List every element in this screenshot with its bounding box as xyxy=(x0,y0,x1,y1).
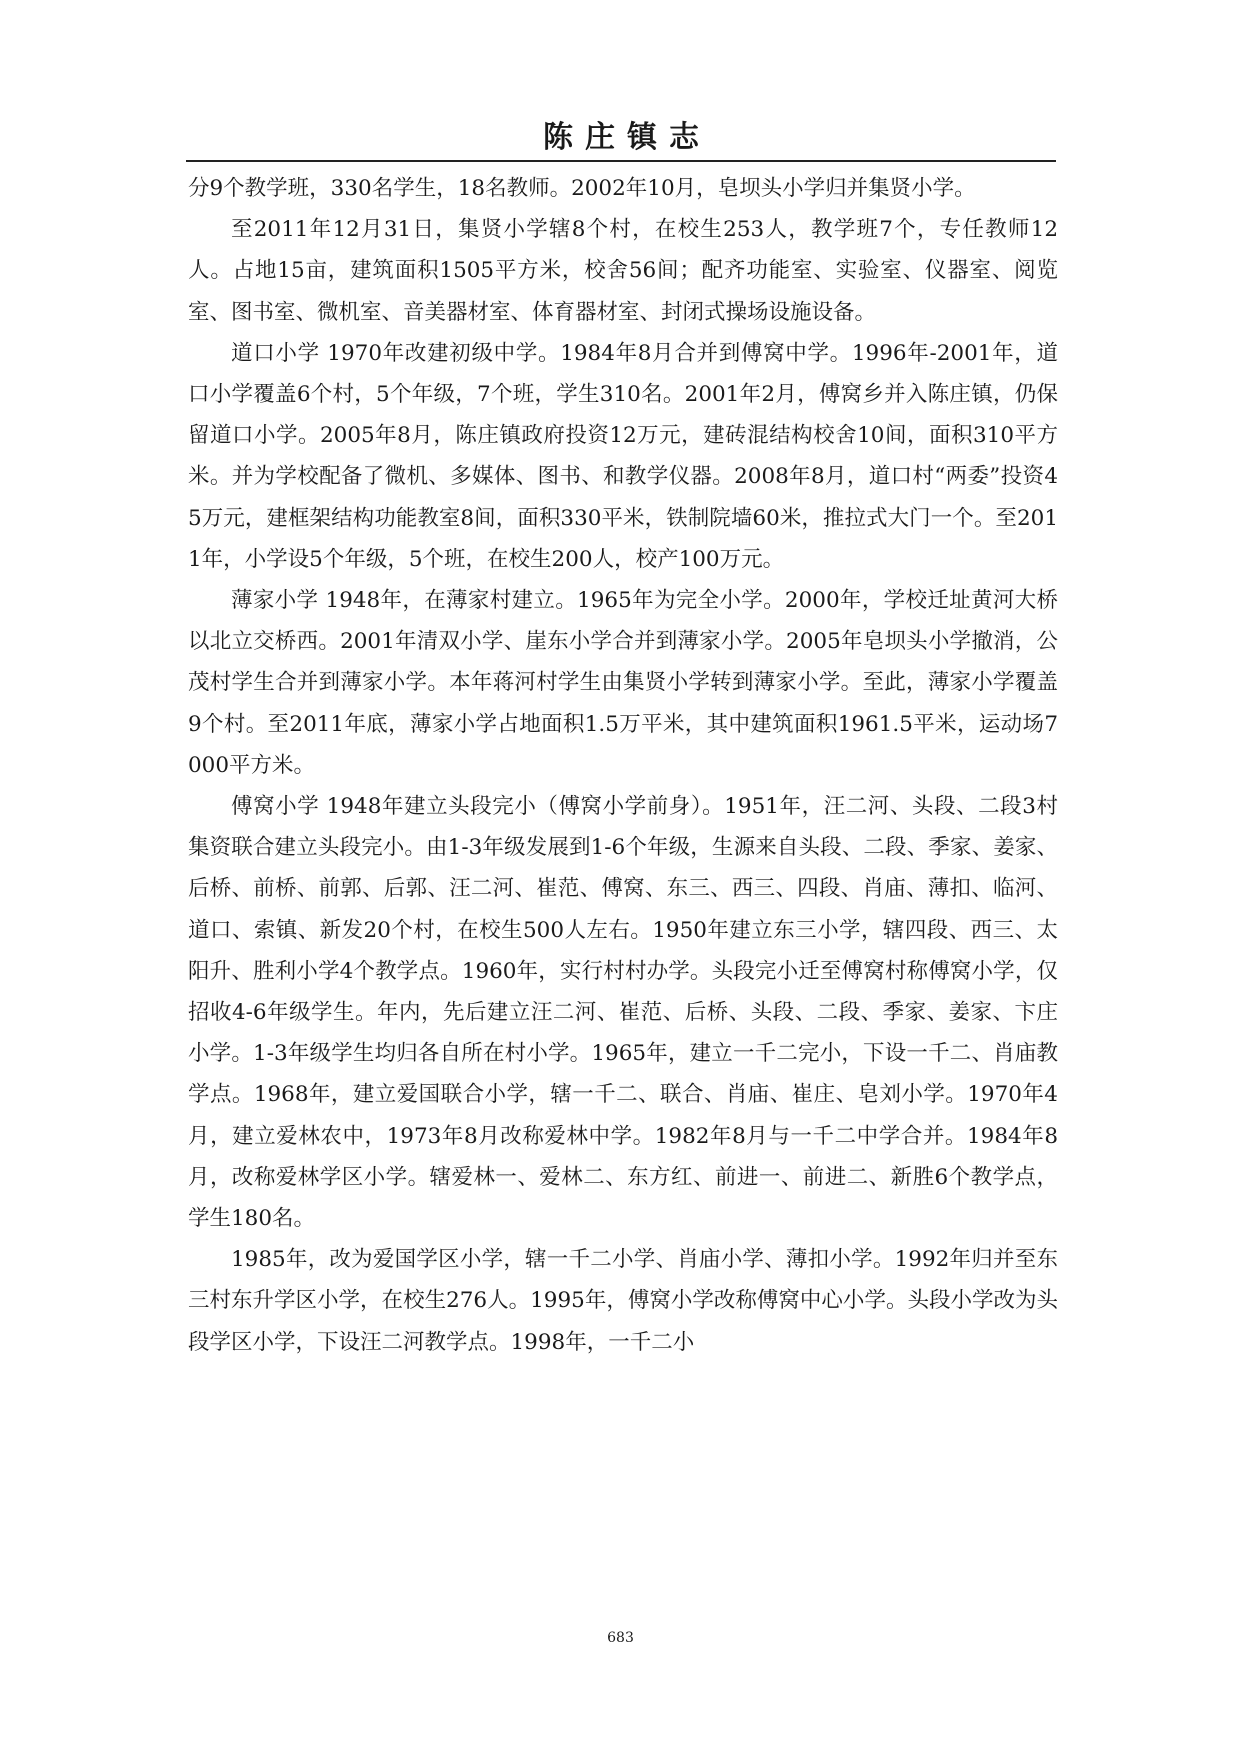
paragraph-text: 1985年，改为爱国学区小学，辖一千二小学、肖庙小学、薄扣小学。1992年归并至东三村东升学区小学，在校生276人。1995年，傅窝小学改称傅窝中心小学。头段小学改为头段学区小学，下设汪二河教学点。1998年，一千二小 xyxy=(188,1247,1058,1355)
page-header xyxy=(186,116,1056,162)
school-name: 道口小学 xyxy=(231,340,320,366)
paragraph xyxy=(188,1239,1058,1363)
paragraph xyxy=(188,580,1058,786)
page-number: 683 xyxy=(607,1630,634,1646)
paragraph xyxy=(188,168,1058,209)
paragraph-text: 分9个教学班，330名学生，18名教师。2002年10月，皂坝头小学归并集贤小学。 xyxy=(188,176,976,201)
paragraph-text: 1970年改建初级中学。1984年8月合并到傅窝中学。1996年-2001年，道口小学覆盖6个村，5个年级，7个班，学生310名。2001年2月，傅窝乡并入陈庄镇，仍保留道口小学。2005年8月，陈庄镇政府投资12万元，建砖混结构校舍10间，面积310平方米。并为学校配备了微机、多媒体、图书、和教学仪器。2008年8月，道口村“两委”投资45万元，建框架结构功能教室8间，面积330平米，铁制院墙60米，推拉式大门一个。至2011年，小学设5个年级，5个班，在校生200人，校产100万元。 xyxy=(188,340,1058,572)
paragraph-text: 至2011年12月31日，集贤小学辖8个村，在校生253人，教学班7个，专任教师12人。占地15亩，建筑面积1505平方米，校舍56间；配齐功能室、实验室、仪器室、阅览室、图书室、微机室、音美器材室、体育器材室、封闭式操场设施设备。 xyxy=(188,217,1058,325)
paragraph xyxy=(188,333,1058,580)
paragraph-text: 1948年，在薄家村建立。1965年为完全小学。2000年，学校迁址黄河大桥以北立交桥西。2001年清双小学、崖东小学合并到薄家小学。2005年皂坝头小学撤消，公茂村学生合并到薄家小学。本年蒋河村学生由集贤小学转到薄家小学。至此，薄家小学覆盖9个村。至2011年底，薄家小学占地面积1.5万平米，其中建筑面积1961.5平米，运动场7000平方米。 xyxy=(188,588,1058,778)
school-name: 傅窝小学 xyxy=(231,794,320,820)
paragraph-text: 1948年建立头段完小（傅窝小学前身）。1951年，汪二河、头段、二段3村集资联合建立头段完小。由1-3年级发展到1-6个年级，生源来自头段、二段、季家、姜家、后桥、前桥、前郭、后郭、汪二河、崔范、傅窝、东三、西三、四段、肖庙、薄扣、临河、道口、索镇、新发20个村，在校生500人左右。1950年建立东三小学，辖四段、西三、太阳升、胜利小学4个教学点。1960年，实行村村办学。头段完小迁至傅窝村称傅窝小学，仅招收4-6年级学生。年内，先后建立汪二河、崔范、后桥、头段、二段、季家、姜家、卞庄小学。1-3年级学生均归各自所在村小学。1965年，建立一千二完小，下设一千二、肖庙教学点。1968年，建立爱国联合小学，辖一千二、联合、肖庙、崔庄、皂刘小学。1970年4月，建立爱林农中，1973年8月改称爱林中学。1982年8月与一千二中学合并。1984年8月，改称爱林学区小学。辖爱林一、爱林二、东方红、前进一、前进二、新胜6个教学点，学生180名。 xyxy=(188,794,1059,1232)
book-title: 陈庄镇志 xyxy=(543,120,711,155)
school-name: 薄家小学 xyxy=(231,588,319,614)
paragraph xyxy=(188,209,1058,333)
paragraph xyxy=(188,786,1058,1239)
body-text xyxy=(188,168,1058,1363)
